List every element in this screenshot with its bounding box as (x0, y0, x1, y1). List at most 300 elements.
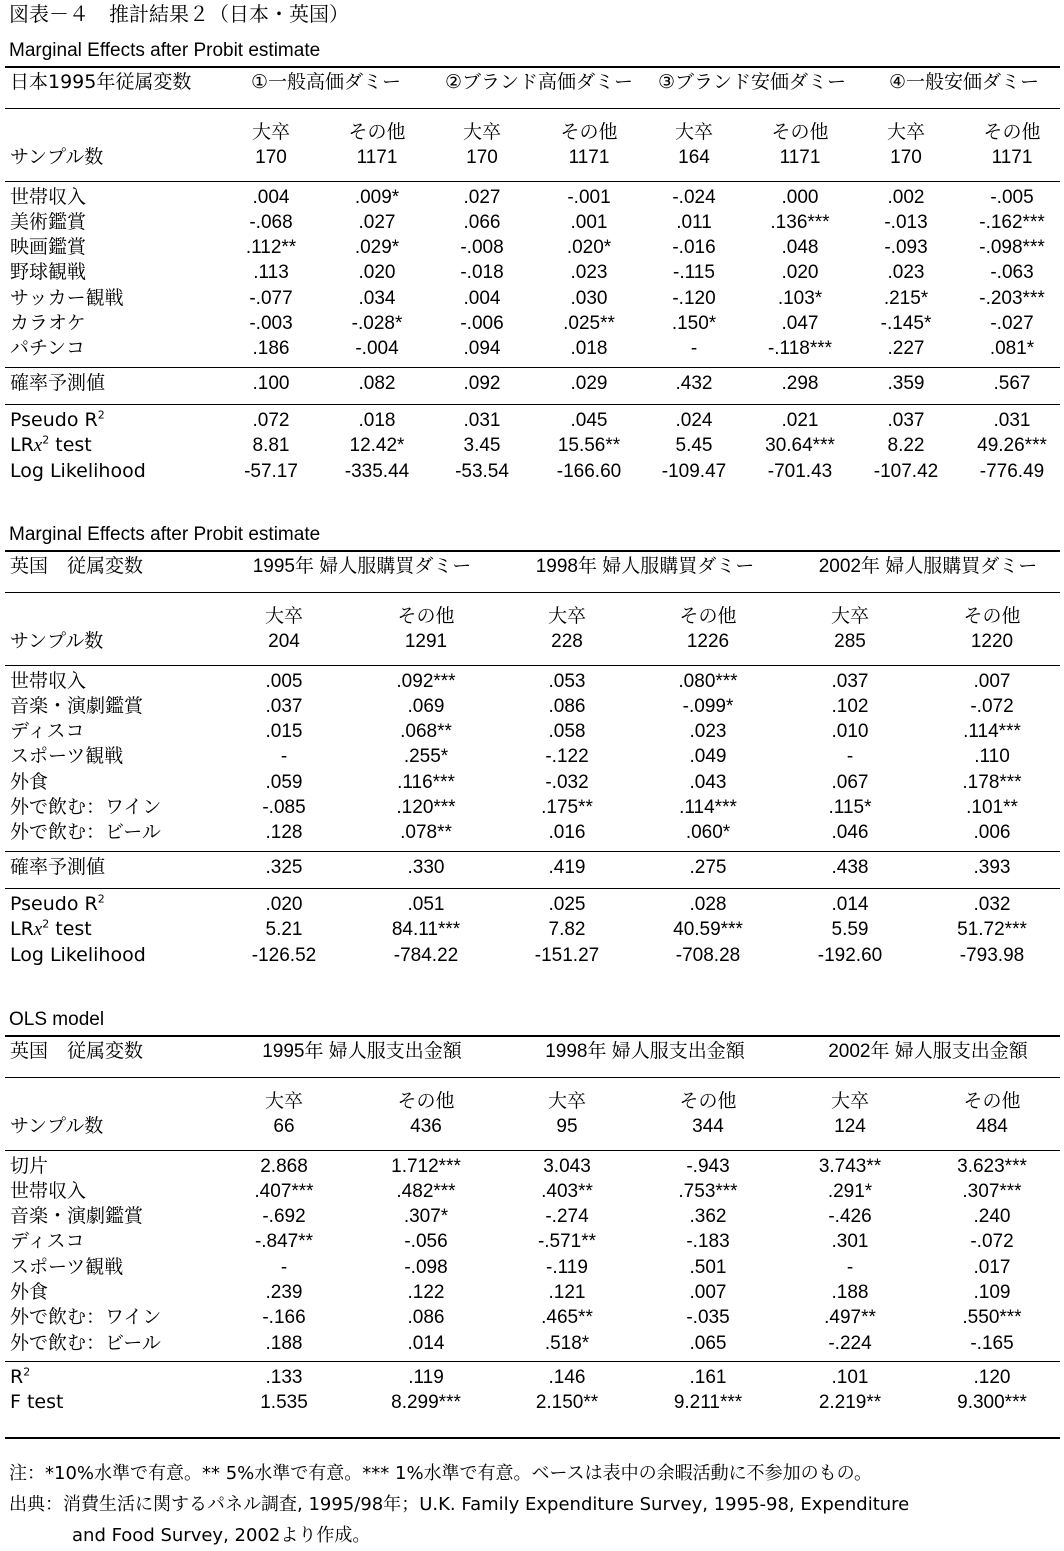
cell-value: .255* (403, 746, 449, 768)
table-cell (537, 311, 641, 336)
table-cell: .045 (570, 410, 608, 431)
variable-row (5, 795, 1064, 820)
table-cell (215, 1229, 353, 1254)
table-cell (747, 210, 853, 235)
statistic-row (5, 408, 1064, 433)
variable-row-label: 切片 (10, 1154, 49, 1177)
table-cell: -.013 (884, 211, 928, 233)
table-cell: .113 (253, 262, 289, 284)
table-cell: .101 (831, 1367, 869, 1388)
table-cell: .146 (548, 1367, 586, 1388)
variable-row-label: 世帯収入 (10, 669, 87, 692)
table-cell: - (846, 746, 854, 768)
table-cell: .325 (265, 856, 303, 878)
table-cell: -.119 (546, 1256, 588, 1278)
table-cell: .011 (676, 211, 712, 233)
table-cell (327, 235, 427, 260)
statistic-row-label (5, 433, 215, 458)
variable-row (5, 1255, 1064, 1280)
table-cell (353, 719, 499, 744)
statistic-row (5, 1365, 1064, 1390)
table-cell (641, 311, 747, 336)
variable-row (5, 744, 1064, 769)
table-cell: 3.45 (463, 435, 501, 457)
coefficients-rule (5, 367, 1060, 368)
statistic-row-label (5, 1365, 215, 1390)
table-cell: .014 (407, 1332, 445, 1354)
table-cell: .188 (265, 1332, 303, 1354)
table-cell: .092 (463, 372, 501, 394)
prediction-rule (5, 888, 1060, 889)
table-cell: .301 (831, 1231, 869, 1253)
subhead-blank (5, 120, 215, 145)
education-subhead: 大卒 (547, 1091, 586, 1112)
cell-value: 2.150** (535, 1392, 599, 1414)
cell-value: .465** (541, 1307, 593, 1329)
table-cell: .037 (265, 695, 303, 717)
coefficients-table (5, 1154, 1064, 1356)
variable-row (5, 719, 1064, 744)
table-cell (215, 235, 327, 260)
table-cell (327, 311, 427, 336)
table-cell: -.016 (672, 237, 716, 259)
sample-rule (5, 665, 1060, 666)
table-cell: 1171 (779, 147, 821, 169)
statistic-row (5, 1390, 1064, 1415)
table-cell: .419 (548, 856, 586, 878)
group-header: 1998年 婦人服購買ダミー (535, 556, 755, 577)
table-cell (353, 770, 499, 795)
table-cell: -.008 (460, 237, 504, 259)
cell-value: -.162*** (979, 211, 1045, 233)
subhead-row (5, 604, 1064, 629)
table-cell: .110 (974, 746, 1010, 768)
education-subhead: 大卒 (251, 122, 290, 143)
education-subhead: 大卒 (830, 1091, 869, 1112)
table-cell: .082 (358, 372, 396, 394)
table-cell: .100 (252, 372, 290, 394)
statistics-table (5, 408, 1064, 484)
table-cell: .049 (689, 746, 727, 768)
table-cell: .072 (252, 410, 290, 431)
table-cell: .020 (358, 262, 396, 284)
table-cell: .018 (570, 338, 608, 360)
table-cell: 3.043 (543, 1155, 591, 1177)
table-cell: .010 (831, 721, 869, 743)
variable-row (5, 1204, 1064, 1229)
table-cell: -.005 (990, 186, 1034, 208)
table-cell: 164 (678, 147, 710, 169)
table-cell: .086 (548, 695, 586, 717)
variable-row-label: ディスコ (10, 720, 85, 743)
table-cell: .024 (675, 410, 713, 431)
table-cell: .094 (463, 338, 501, 360)
statistic-row (5, 433, 1064, 458)
statistic-row-label (5, 943, 215, 968)
statistics-table (5, 1365, 1064, 1416)
table-cell: -126.52 (251, 944, 317, 966)
panel-top-rule (5, 66, 1060, 68)
education-subhead: 大卒 (830, 606, 869, 627)
table-cell: .122 (407, 1282, 445, 1304)
variable-row (5, 1305, 1064, 1330)
table-cell: .031 (463, 410, 501, 431)
statistic-name: R (10, 1366, 24, 1388)
table-cell: .121 (548, 1282, 586, 1304)
header-rule (5, 1077, 1060, 1078)
cell-value: .215* (883, 287, 929, 309)
table-cell: 1171 (991, 147, 1033, 169)
variable-row-label: ディスコ (10, 1230, 85, 1253)
table-cell (635, 1179, 781, 1204)
statistic-name: Log Likelihood (10, 943, 146, 966)
table-cell: .020 (265, 894, 303, 915)
panel-body-table (5, 604, 1064, 655)
education-subhead: その他 (963, 606, 1021, 627)
table-cell: .069 (407, 695, 445, 717)
table-cell: -.035 (686, 1307, 730, 1329)
table-cell: .239 (265, 1282, 303, 1304)
table-cell: .002 (887, 186, 925, 208)
table-cell: .298 (781, 372, 819, 394)
table-cell (959, 336, 1064, 361)
table-cell: .020 (781, 262, 819, 284)
variable-row (5, 820, 1064, 845)
cell-value: .114*** (679, 797, 737, 819)
cell-value: -.118*** (767, 338, 833, 360)
table-cell: -.183 (686, 1231, 730, 1253)
table-cell: .004 (463, 287, 501, 309)
cell-value: 8.299*** (391, 1392, 461, 1414)
table-cell (327, 433, 427, 458)
coefficients-table (5, 669, 1064, 846)
cell-value: -.098*** (979, 237, 1045, 259)
statistic-name-suffix: test (49, 918, 92, 941)
prediction-row-label: 確率予測値 (10, 855, 106, 878)
chi-symbol: x (33, 435, 43, 457)
cell-value: .009* (354, 186, 400, 208)
table-cell: 228 (551, 631, 583, 653)
table-cell: - (690, 338, 698, 360)
cell-value: 3.743** (818, 1155, 882, 1177)
table-cell: 484 (976, 1116, 1008, 1138)
table-cell: .128 (265, 822, 303, 844)
table-cell: -776.49 (979, 460, 1045, 482)
table-cell (781, 1179, 919, 1204)
table-cell: .133 (265, 1367, 303, 1388)
cell-value: -.099* (682, 695, 734, 717)
table-cell (499, 1179, 635, 1204)
variable-row-label: スポーツ観戦 (10, 1255, 124, 1278)
table-cell (747, 286, 853, 311)
table-cell (919, 1390, 1064, 1415)
prediction-row (5, 371, 1064, 396)
statistic-row (5, 943, 1064, 968)
cell-value: .175** (541, 797, 593, 819)
table-cell: -.032 (545, 771, 589, 793)
table-cell: .046 (831, 822, 869, 844)
table-cell (781, 1305, 919, 1330)
table-cell: .018 (358, 410, 396, 431)
sample-row-label: サンプル数 (10, 146, 104, 169)
source-note-line2: and Food Survey, 2002より作成。 (72, 1525, 371, 1546)
statistic-row (5, 459, 1064, 484)
table-cell (499, 1331, 635, 1356)
subhead-row (5, 1089, 1064, 1114)
education-subhead: その他 (771, 122, 829, 143)
table-cell: .188 (831, 1282, 869, 1304)
variable-row-label: 外で飲む：ビール (10, 821, 161, 844)
table-cell: 5.21 (265, 919, 303, 941)
cell-value: .518* (544, 1332, 590, 1354)
table-cell: -.085 (262, 797, 306, 819)
table-cell: -.018 (460, 262, 504, 284)
table-cell: .015 (265, 721, 303, 743)
table-cell (781, 1154, 919, 1179)
cell-value: 9.300*** (957, 1392, 1027, 1414)
table-cell: 1220 (970, 631, 1014, 653)
table-cell (959, 286, 1064, 311)
variable-row (5, 1179, 1064, 1204)
variable-row-label: 外で飲む：ワイン (10, 1306, 162, 1329)
coefficients-rule (5, 1361, 1060, 1362)
table-cell: 124 (834, 1116, 866, 1138)
table-cell: -.166 (262, 1307, 306, 1329)
variable-row-label: 外で飲む：ビール (10, 1331, 161, 1354)
cell-value: .078** (400, 822, 452, 844)
statistic-row (5, 917, 1064, 942)
table-cell (353, 1204, 499, 1229)
table-cell: .102 (831, 695, 869, 717)
panel-caption: Marginal Effects after Probit estimate (9, 524, 321, 545)
prediction-table (5, 371, 1064, 396)
dependent-variable-label: 英国 従属変数 (10, 1040, 144, 1062)
table-cell: -708.28 (675, 944, 741, 966)
table-cell: -.072 (970, 695, 1014, 717)
table-cell: .037 (887, 410, 925, 431)
cell-value: .497** (824, 1307, 876, 1329)
table-cell: 66 (273, 1116, 295, 1138)
table-cell: 1.535 (260, 1392, 308, 1414)
table-cell: -.426 (828, 1206, 872, 1228)
table-cell (499, 1390, 635, 1415)
table-cell (353, 1154, 499, 1179)
table-cell (635, 694, 781, 719)
table-cell: .051 (407, 894, 445, 915)
variable-row-label: 外食 (10, 770, 49, 793)
table-cell: -57.17 (244, 460, 298, 482)
table-cell (853, 311, 959, 336)
statistic-name: Pseudo R (10, 409, 98, 431)
table-cell: -.056 (404, 1231, 448, 1253)
table-cell (537, 433, 641, 458)
table-cell: .120 (973, 1367, 1011, 1388)
variable-row-label: サッカー観戦 (10, 286, 124, 309)
table-cell: -.274 (545, 1206, 589, 1228)
table-cell: -192.60 (817, 944, 883, 966)
table-cell: .330 (407, 856, 445, 878)
table-cell: -.063 (990, 262, 1034, 284)
cell-value: 1.712*** (391, 1155, 461, 1177)
panel-body-table (5, 120, 1064, 171)
table-cell (353, 1390, 499, 1415)
panel-header-table (5, 70, 1064, 95)
superscript: 2 (42, 917, 50, 931)
education-subhead: 大卒 (547, 606, 586, 627)
figure-title: 図表－４ 推計結果２（日本・英国） (9, 2, 349, 26)
prediction-rule (5, 404, 1060, 405)
cell-value: .136*** (770, 211, 830, 233)
variable-row-label: カラオケ (10, 312, 86, 335)
table-cell: .030 (570, 287, 608, 309)
variable-row (5, 770, 1064, 795)
cell-value: .115* (828, 797, 872, 819)
cell-value: 9.211*** (673, 1392, 743, 1414)
table-cell: -.077 (249, 287, 293, 309)
subhead-row (5, 120, 1064, 145)
table-cell: - (280, 746, 288, 768)
prediction-row-label: 確率予測値 (10, 371, 106, 394)
table-cell: .067 (831, 771, 869, 793)
table-cell: 5.59 (831, 919, 869, 941)
table-cell: -.098 (404, 1256, 448, 1278)
table-cell: -793.98 (959, 944, 1025, 966)
table-cell: .109 (973, 1282, 1011, 1304)
group-header: 1995年 婦人服支出金額 (262, 1041, 462, 1062)
variable-row-label: 音楽・演劇鑑賞 (10, 694, 144, 717)
cell-value: -.571** (537, 1231, 597, 1253)
table-cell: 5.45 (675, 435, 713, 457)
cell-value: 15.56** (557, 435, 621, 457)
table-cell: .007 (689, 1282, 727, 1304)
variable-row (5, 185, 1064, 210)
cell-value: .307* (403, 1206, 449, 1228)
panel-top-rule (5, 550, 1060, 552)
table-cell (919, 917, 1064, 942)
education-subhead: その他 (397, 606, 455, 627)
coefficients-table (5, 185, 1064, 362)
cell-value: .080*** (678, 670, 738, 692)
table-cell: .027 (463, 186, 501, 208)
table-cell: .027 (358, 211, 396, 233)
group-header: ③ブランド安価ダミー (657, 72, 847, 93)
table-cell: -.068 (249, 211, 293, 233)
table-cell: .004 (252, 186, 290, 208)
table-cell: -.027 (990, 313, 1034, 335)
table-cell: -.006 (460, 313, 504, 335)
table-cell: 95 (556, 1116, 578, 1138)
table-cell: -.120 (672, 287, 716, 309)
cell-value: .116*** (397, 771, 455, 793)
cell-value: .060* (685, 822, 731, 844)
variable-row (5, 210, 1064, 235)
table-cell: -166.60 (556, 460, 622, 482)
source-note-line1: 出典：消費生活に関するパネル調査, 1995/98年；U.K. Family Expenditure Survey, 1995-98, Expenditure (9, 1494, 910, 1515)
table-cell: .016 (548, 822, 586, 844)
table-cell (353, 917, 499, 942)
table-cell: -.004 (355, 338, 399, 360)
table-cell: .059 (265, 771, 303, 793)
cell-value: .092*** (396, 670, 456, 692)
table-cell: .031 (993, 410, 1031, 431)
table-cell (635, 820, 781, 845)
variable-row-label: 外で飲む：ワイン (10, 796, 162, 819)
education-subhead: 大卒 (462, 122, 501, 143)
table-cell: -.003 (249, 313, 293, 335)
chi-symbol: x (33, 919, 43, 941)
education-subhead: 大卒 (674, 122, 713, 143)
group-header: ①一般高価ダミー (250, 72, 402, 93)
table-cell (959, 210, 1064, 235)
statistic-name-suffix: test (49, 434, 92, 457)
table-cell: .023 (570, 262, 608, 284)
table-cell (353, 820, 499, 845)
table-cell: .048 (781, 237, 819, 259)
sample-rule (5, 1150, 1060, 1151)
header-rule (5, 592, 1060, 593)
variable-row-label: 野球観戦 (10, 261, 87, 284)
table-cell: -784.22 (393, 944, 459, 966)
sample-row (5, 145, 1064, 170)
variable-row-label: 映画鑑賞 (10, 236, 87, 259)
table-cell (919, 1154, 1064, 1179)
table-cell (919, 795, 1064, 820)
table-cell: 7.82 (548, 919, 586, 941)
statistic-row-label (5, 1390, 215, 1415)
table-cell: .501 (689, 1256, 727, 1278)
table-cell: 170 (466, 147, 498, 169)
table-cell: 1171 (568, 147, 610, 169)
table-cell: 8.22 (887, 435, 925, 457)
table-cell: 436 (410, 1116, 442, 1138)
cell-value: .753*** (678, 1180, 738, 1202)
table-cell: - (846, 1256, 854, 1278)
variable-row (5, 235, 1064, 260)
superscript: 2 (23, 1365, 31, 1379)
table-cell (747, 336, 853, 361)
table-cell (781, 795, 919, 820)
cell-value: .291* (827, 1180, 873, 1202)
cell-value: .178*** (962, 771, 1022, 793)
variable-row (5, 694, 1064, 719)
table-cell (919, 1305, 1064, 1330)
statistic-row-label (5, 892, 215, 917)
sample-rule (5, 181, 1060, 182)
cell-value: 51.72*** (957, 919, 1027, 941)
statistic-name: F test (10, 1391, 64, 1414)
table-cell: .275 (689, 856, 727, 878)
group-header: ②ブランド高価ダミー (444, 72, 634, 93)
cell-value: .020* (566, 237, 612, 259)
cell-value: .114*** (963, 721, 1021, 743)
table-cell: .037 (831, 670, 869, 692)
superscript: 2 (42, 433, 50, 447)
header-rule (5, 108, 1060, 109)
variable-row-label: 世帯収入 (10, 1179, 87, 1202)
cell-value: .025** (563, 313, 615, 335)
table-cell: -107.42 (873, 460, 939, 482)
cell-value: 84.11*** (391, 919, 461, 941)
cell-value: 40.59*** (673, 919, 743, 941)
statistic-name: LR (10, 918, 34, 941)
education-subhead: その他 (560, 122, 618, 143)
cell-value: .550*** (962, 1307, 1022, 1329)
variable-row-label: 世帯収入 (10, 185, 87, 208)
panel-caption: Marginal Effects after Probit estimate (9, 40, 321, 61)
table-cell: .066 (463, 211, 501, 233)
table-cell: .053 (548, 670, 586, 692)
coefficients-rule (5, 851, 1060, 852)
